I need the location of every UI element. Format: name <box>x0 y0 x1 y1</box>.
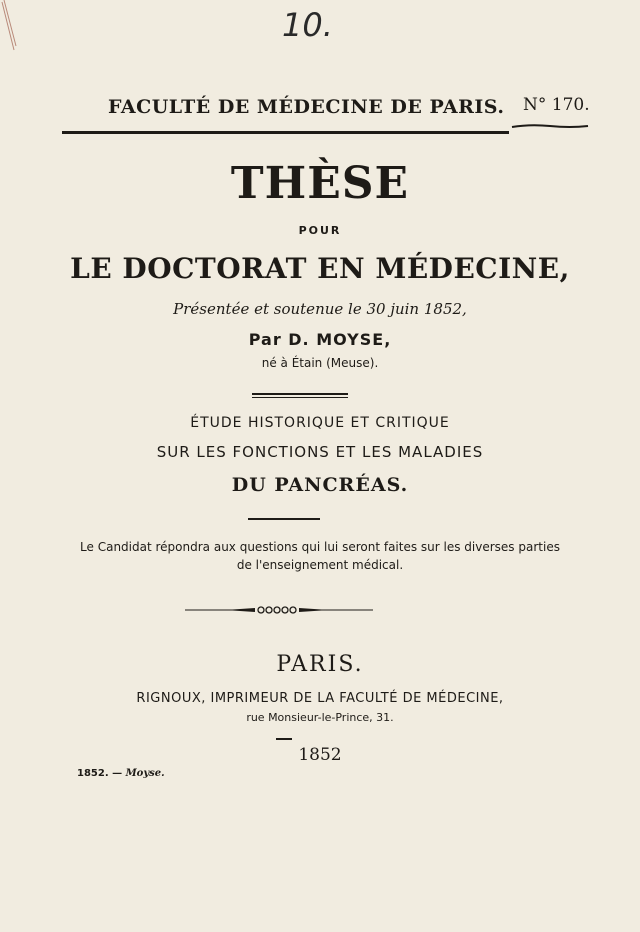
imprint-address: rue Monsieur-le-Prince, 31. <box>246 711 394 724</box>
number-underline-swash <box>510 120 590 130</box>
subject-line-1: ÉTUDE HISTORIQUE ET CRITIQUE <box>190 415 450 431</box>
header-rule <box>62 131 509 134</box>
corner-pencil-mark <box>0 0 20 60</box>
these-title: THÈSE <box>230 158 410 209</box>
faculty-heading: FACULTÉ DE MÉDECINE DE PARIS. <box>108 96 505 118</box>
thesis-number: N° 170. <box>523 95 590 115</box>
subject-line-3: DU PANCRÉAS. <box>231 474 409 496</box>
footer-year: 1852. — <box>77 768 123 779</box>
presentation-date: Présentée et soutenue le 30 juin 1852, <box>173 300 467 318</box>
subject-rule <box>248 518 320 520</box>
imprint-year: 1852 <box>298 745 342 765</box>
notice-line-1: Le Candidat répondra aux questions qui lui seront faites sur les diverses parties <box>80 540 560 554</box>
divider-rule-bottom <box>252 397 348 398</box>
footer-signature <box>77 768 165 779</box>
author-line: Par D. MOYSE, <box>248 330 392 349</box>
imprint-printer: RIGNOUX, IMPRIMEUR DE LA FACULTÉ DE MÉDECINE, <box>136 691 504 706</box>
ornamental-rule <box>185 603 380 617</box>
handwritten-number: 10. <box>282 6 333 44</box>
year-rule <box>276 738 292 740</box>
footer-name: Moyse. <box>125 768 165 779</box>
subject-line-2: SUR LES FONCTIONS ET LES MALADIES <box>156 443 484 461</box>
doctorat-title: LE DOCTORAT EN MÉDECINE, <box>70 252 570 285</box>
imprint-city: PARIS. <box>276 652 364 677</box>
divider-rule-top <box>252 393 348 395</box>
pour-label: POUR <box>298 224 342 237</box>
birthplace-line: né à Étain (Meuse). <box>261 356 379 370</box>
notice-line-2: de l'enseignement médical. <box>236 558 404 572</box>
